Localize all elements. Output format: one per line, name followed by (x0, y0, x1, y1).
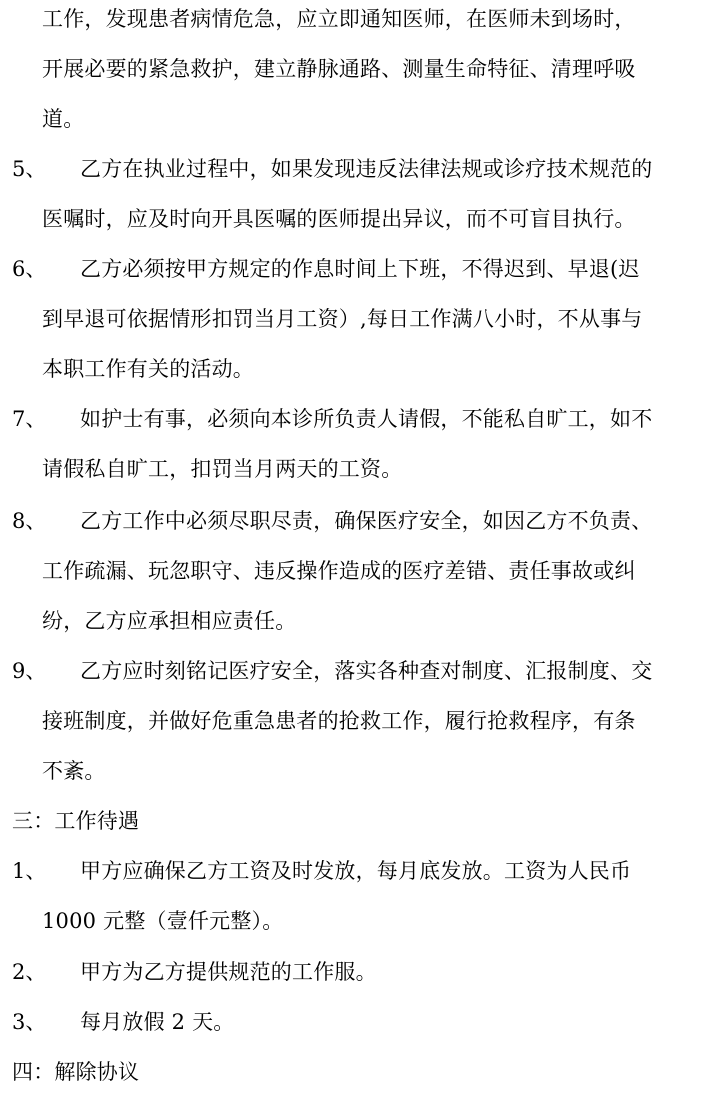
paragraph-line: 工作疏漏、玩忽职守、违反操作造成的医疗差错、责任事故或纠 (42, 559, 636, 583)
item-number: 2、 (12, 960, 47, 984)
paragraph-line: 乙方工作中必须尽职尽责，确保医疗安全，如因乙方不负责、 (80, 509, 653, 533)
paragraph-line: 乙方必须按甲方规定的作息时间上下班，不得迟到、早退(迟 (80, 257, 640, 281)
paragraph-line: 请假私自旷工，扣罚当月两天的工资。 (42, 457, 403, 481)
item-number: 1、 (12, 859, 47, 883)
paragraph-line: 工作，发现患者病情危急，应立即通知医师，在医师未到场时， (42, 7, 636, 31)
paragraph-line: 每月放假 2 天。 (80, 1010, 235, 1034)
paragraph-line: 道。 (42, 107, 85, 131)
item-number: 3、 (12, 1010, 47, 1034)
item-number: 6、 (12, 257, 47, 281)
item-number: 5、 (12, 157, 47, 181)
item-number: 9、 (12, 659, 47, 683)
paragraph-line: 1000 元整（壹仟元整）。 (42, 909, 284, 933)
paragraph-line: 开展必要的紧急救护，建立静脉通路、测量生命特征、清理呼吸 (42, 57, 636, 81)
section-heading: 三：工作待遇 (12, 809, 140, 833)
paragraph-line: 医嘱时，应及时向开具医嘱的医师提出异议，而不可盲目执行。 (42, 207, 636, 231)
paragraph-line: 纷，乙方应承担相应责任。 (42, 609, 297, 633)
paragraph-line: 乙方应时刻铭记医疗安全，落实各种查对制度、汇报制度、交 (80, 659, 653, 683)
item-number: 7、 (12, 407, 47, 431)
paragraph-line: 接班制度，并做好危重急患者的抢救工作，履行抢救程序，有条 (42, 709, 636, 733)
paragraph-line: 不紊。 (42, 759, 106, 783)
item-number: 8、 (12, 509, 47, 533)
paragraph-line: 本职工作有关的活动。 (42, 357, 254, 381)
section-heading: 四：解除协议 (12, 1060, 140, 1084)
paragraph-line: 甲方应确保乙方工资及时发放，每月底发放。工资为人民币 (80, 859, 632, 883)
paragraph-line: 到早退可依据情形扣罚当月工资）,每日工作满八小时，不从事与 (42, 307, 643, 331)
paragraph-line: 甲方为乙方提供规范的工作服。 (80, 960, 377, 984)
paragraph-line: 如护士有事，必须向本诊所负责人请假，不能私自旷工，如不 (80, 407, 653, 431)
paragraph-line: 乙方在执业过程中，如果发现违反法律法规或诊疗技术规范的 (80, 157, 653, 181)
